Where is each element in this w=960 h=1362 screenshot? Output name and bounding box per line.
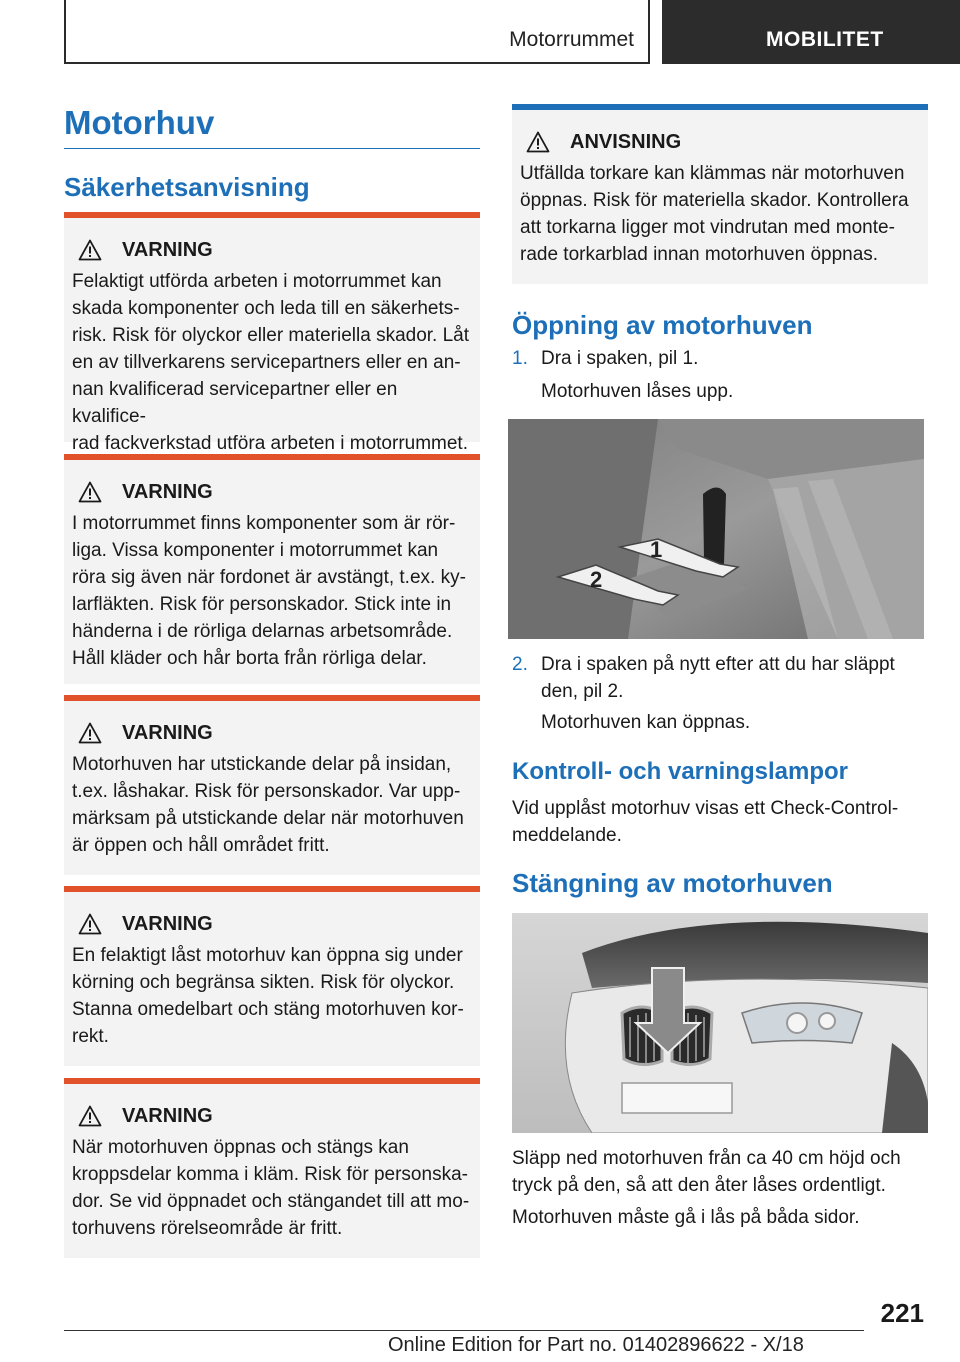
header-chapter-label: MOBILITET bbox=[766, 28, 884, 51]
warning-line: liga. Vissa komponenter i motorrummet kan bbox=[72, 540, 439, 561]
page-number: 221 bbox=[880, 1298, 924, 1328]
warning-line: torhuvens rörelseområde är fritt. bbox=[72, 1218, 343, 1239]
warning-line: dor. Se vid öppnadet och stängandet till att mo- bbox=[72, 1191, 470, 1212]
closing-heading: Stängning av motorhuven bbox=[512, 868, 833, 898]
page-title: Motorhuv bbox=[64, 104, 215, 141]
notice-line: att torkarna ligger mot vindrutan med monte- bbox=[520, 217, 895, 238]
closing-note: Motorhuven måste gå i lås på båda sidor. bbox=[512, 1207, 860, 1228]
step-number: 2. bbox=[512, 654, 528, 675]
warning-box bbox=[64, 1078, 480, 1258]
warning-line: larfläkten. Risk för personskador. Stick inte in bbox=[72, 594, 452, 615]
arrow-label: 1 bbox=[650, 537, 663, 562]
closing-line: tryck på den, så att den åter låses ordentligt. bbox=[512, 1175, 886, 1196]
warning-label: VARNING bbox=[122, 1104, 213, 1127]
notice-line: Utfällda torkare kan klämmas när motorhuven bbox=[520, 163, 905, 184]
warning-line: körning och begränsa sikten. Risk för olyckor. bbox=[72, 972, 455, 993]
warning-box bbox=[64, 886, 480, 1066]
step-line: Dra i spaken på nytt efter att du har släppt bbox=[541, 654, 895, 675]
warning-text bbox=[72, 942, 472, 1050]
step-result: Motorhuven kan öppnas. bbox=[541, 712, 751, 733]
warning-line: händerna i de rörliga delarnas arbetsområde. bbox=[72, 621, 453, 642]
notice-box bbox=[512, 104, 928, 284]
header-chapter-tab bbox=[662, 0, 960, 64]
step-text bbox=[541, 651, 895, 705]
warning-line: En felaktigt låst motorhuv kan öppna sig under bbox=[72, 945, 463, 966]
warning-text bbox=[72, 268, 472, 457]
warning-triangle-icon bbox=[78, 722, 102, 744]
warning-line: nan kvalificerad servicepartner eller en kvalifice- bbox=[72, 379, 398, 427]
warning-line: kroppsdelar komma i kläm. Risk för personska- bbox=[72, 1164, 468, 1185]
header-section-tab bbox=[64, 0, 650, 64]
warning-line: rad fackverkstad utföra arbeten i motorrummet. bbox=[72, 433, 468, 454]
warning-text bbox=[72, 510, 472, 672]
step-line: den, pil 2. bbox=[541, 681, 624, 702]
warning-line: röra sig även när fordonet är avstängt, t.ex. ky- bbox=[72, 567, 466, 588]
opening-heading: Öppning av motorhuven bbox=[512, 310, 813, 340]
arrow-label: 2 bbox=[590, 567, 603, 592]
warning-triangle-icon bbox=[78, 239, 102, 261]
warning-title bbox=[78, 719, 472, 747]
notice-title bbox=[526, 128, 920, 156]
warning-text bbox=[72, 751, 472, 859]
notice-line: rade torkarblad innan motorhuven öppnas. bbox=[520, 244, 879, 265]
step-result: Motorhuven låses upp. bbox=[541, 381, 734, 402]
warning-label: VARNING bbox=[122, 480, 213, 503]
warning-title bbox=[78, 910, 472, 938]
header-section-label: Motorrummet bbox=[509, 28, 634, 51]
notice-label: ANVISNING bbox=[570, 130, 682, 153]
warning-line: risk. Risk för olyckor eller materiella skador. Låt bbox=[72, 325, 470, 346]
warning-label: VARNING bbox=[122, 721, 213, 744]
warning-line: Håll kläder och hår borta från rörliga delar. bbox=[72, 648, 427, 669]
warning-line: Stanna omedelbart och stäng motorhuven kor- bbox=[72, 999, 464, 1020]
footer-divider bbox=[64, 1330, 864, 1331]
notice-text bbox=[520, 160, 920, 268]
warning-triangle-icon bbox=[78, 913, 102, 935]
indicator-text bbox=[512, 795, 898, 849]
warning-line: t.ex. låshakar. Risk för personskador. Var upp- bbox=[72, 781, 461, 802]
warning-line: När motorhuven öppnas och stängs kan bbox=[72, 1137, 409, 1158]
warning-line: märksam på utstickande delar när motorhuven bbox=[72, 808, 464, 829]
warning-line: en av tillverkarens servicepartners eller en an- bbox=[72, 352, 461, 373]
step-text bbox=[541, 345, 698, 372]
warning-line: Motorhuven har utstickande delar på insidan, bbox=[72, 754, 452, 775]
warning-box bbox=[64, 212, 480, 454]
warning-label: VARNING bbox=[122, 912, 213, 935]
warning-text bbox=[72, 1134, 472, 1242]
warning-line: I motorrummet finns komponenter som är rör- bbox=[72, 513, 456, 534]
warning-triangle-icon bbox=[78, 481, 102, 503]
step-number: 1. bbox=[512, 348, 528, 369]
footer-edition: Online Edition for Part no. 01402896622 - X/18 bbox=[388, 1334, 804, 1356]
warning-box bbox=[64, 454, 480, 684]
indicator-line: Vid upplåst motorhuv visas ett Check-Control- bbox=[512, 798, 899, 819]
warning-triangle-icon bbox=[78, 1105, 102, 1127]
safety-heading: Säkerhetsanvisning bbox=[64, 172, 310, 202]
warning-box bbox=[64, 695, 480, 875]
closing-line: Släpp ned motorhuven från ca 40 cm höjd och bbox=[512, 1148, 901, 1169]
warning-line: Felaktigt utförda arbeten i motorrummet kan bbox=[72, 271, 442, 292]
step-line: Dra i spaken, pil 1. bbox=[541, 348, 699, 369]
title-divider bbox=[64, 148, 480, 149]
warning-label: VARNING bbox=[122, 238, 213, 261]
warning-line: skada komponenter och leda till en säkerhets- bbox=[72, 298, 460, 319]
warning-title bbox=[78, 478, 472, 506]
warning-line: rekt. bbox=[72, 1026, 109, 1047]
warning-triangle-icon bbox=[526, 131, 550, 153]
warning-title bbox=[78, 1102, 472, 1130]
closing-text bbox=[512, 1145, 901, 1199]
hood-lever-image bbox=[508, 419, 924, 639]
indicator-heading: Kontroll- och varningslampor bbox=[512, 758, 849, 785]
car-front-image bbox=[512, 913, 928, 1133]
notice-line: öppnas. Risk för materiella skador. Kontrollera bbox=[520, 190, 909, 211]
indicator-line: meddelande. bbox=[512, 825, 622, 846]
warning-title bbox=[78, 236, 472, 264]
warning-line: är öppen och håll området fritt. bbox=[72, 835, 330, 856]
